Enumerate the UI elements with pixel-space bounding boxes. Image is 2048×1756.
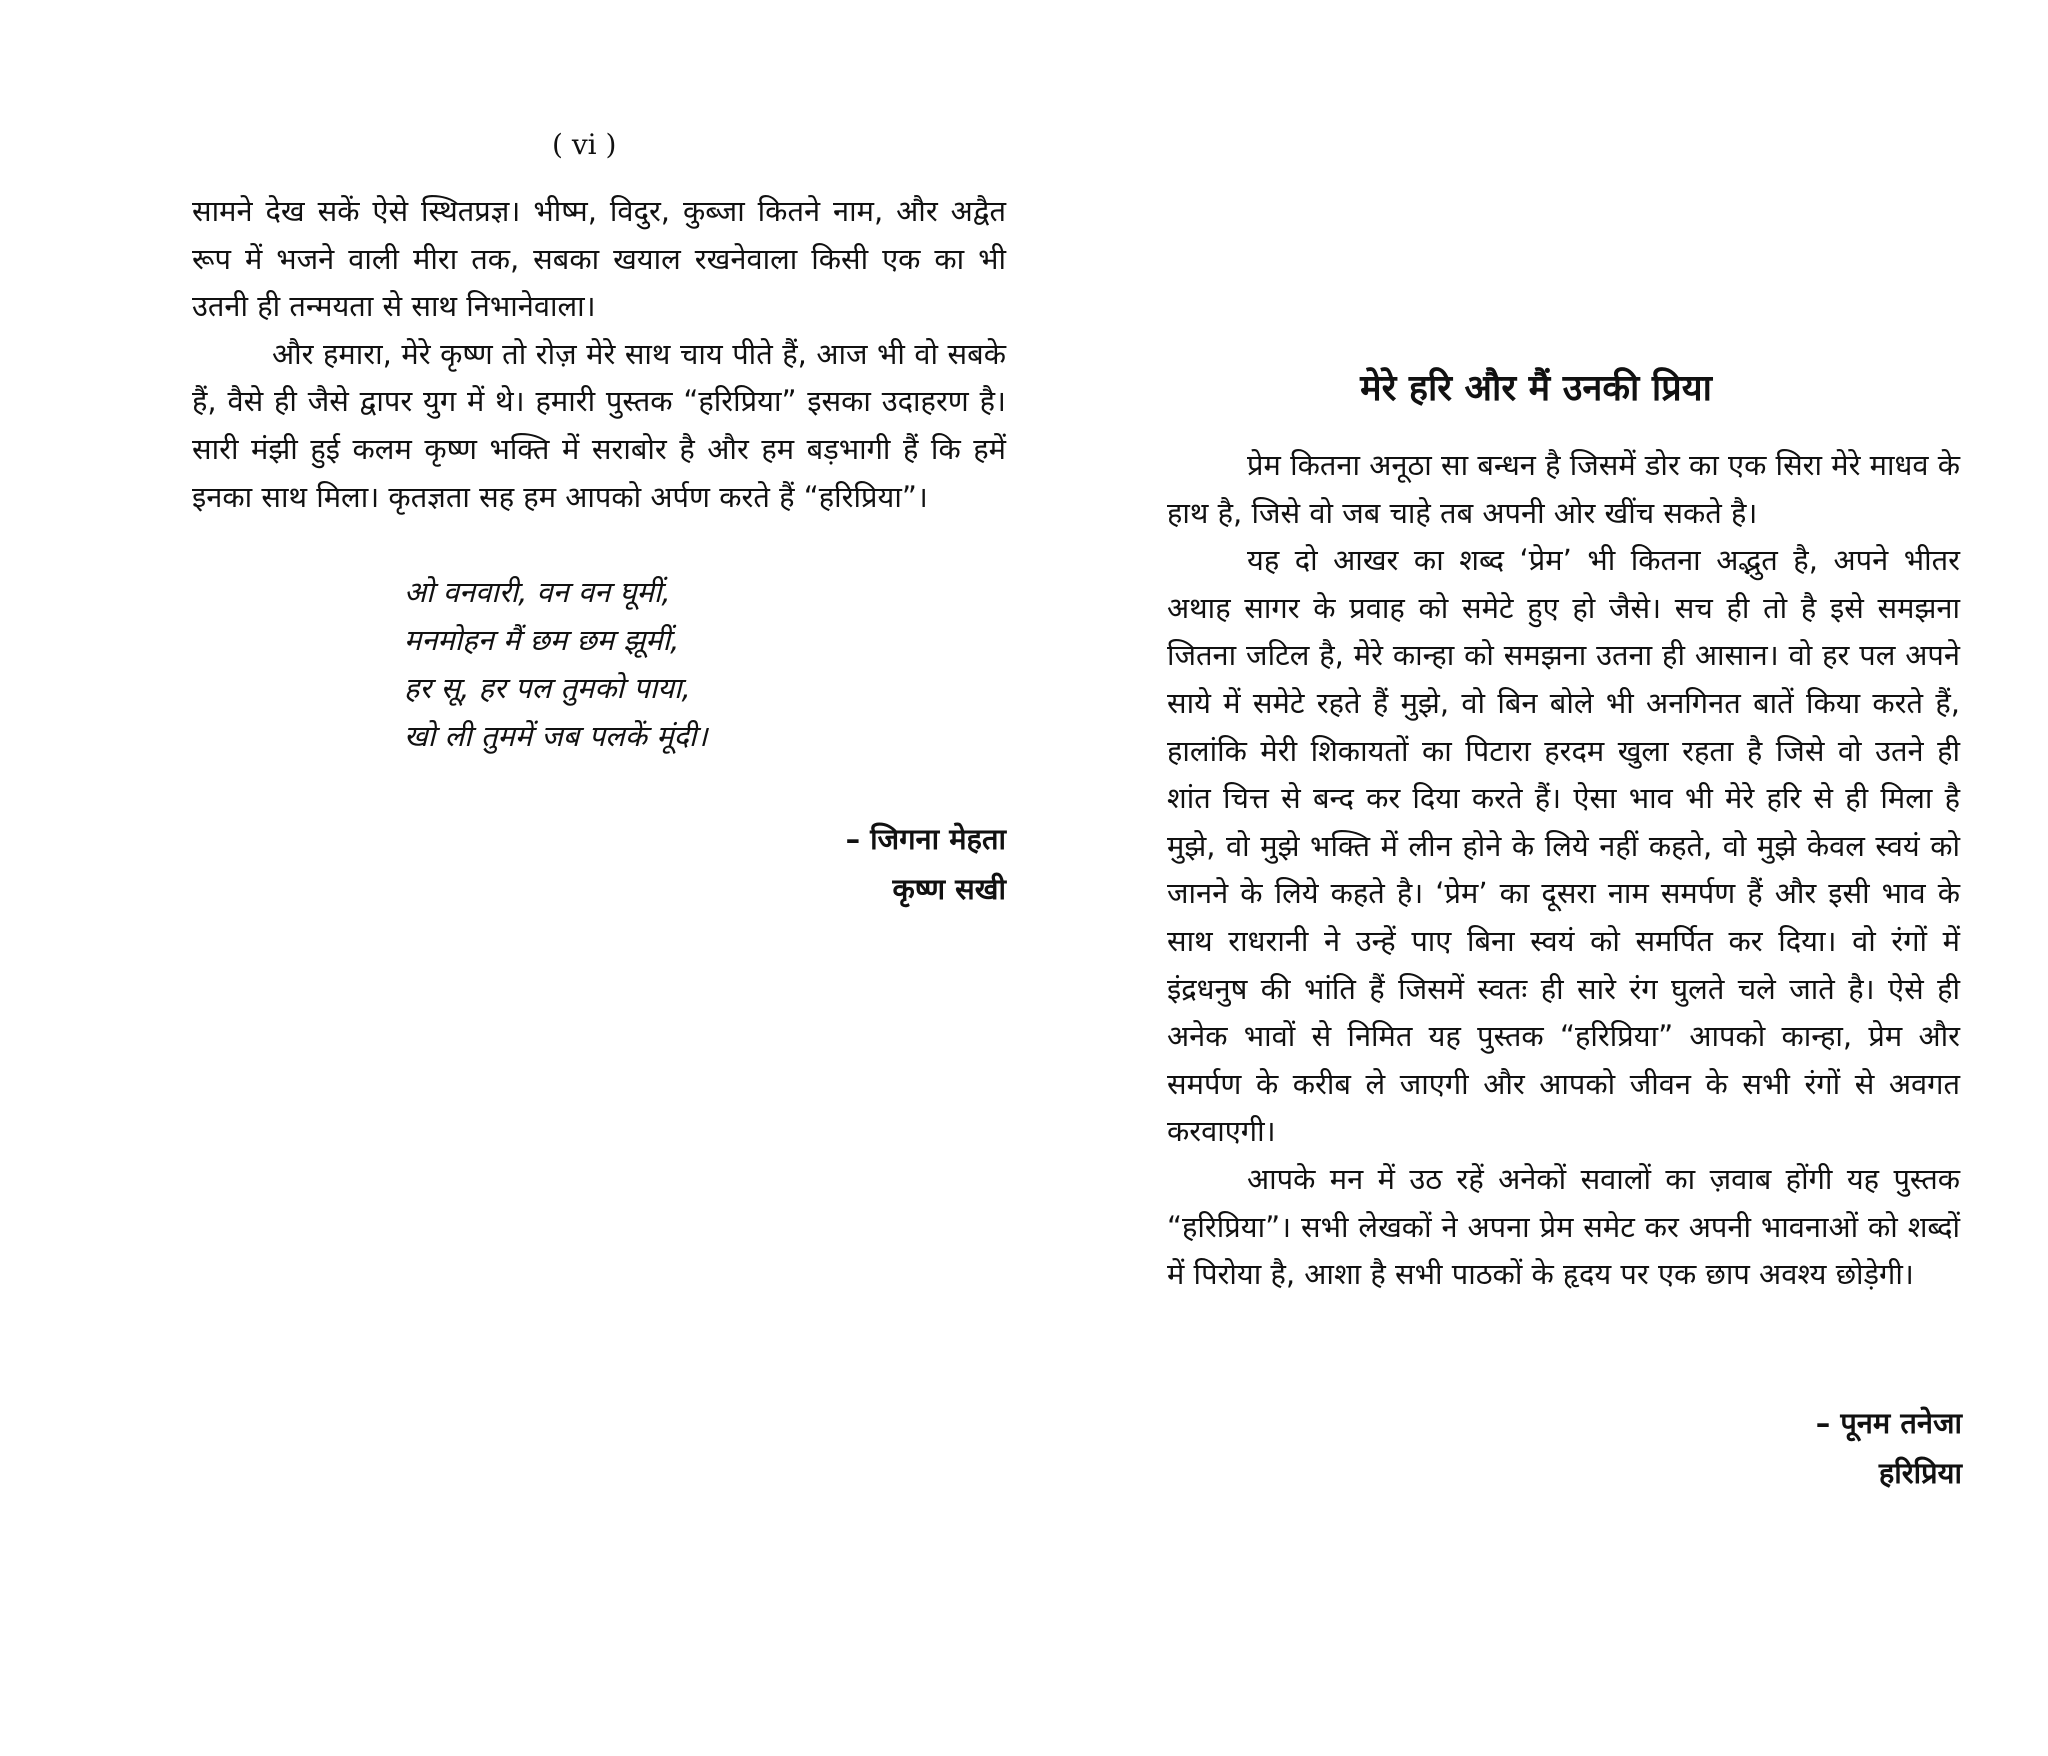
signature-title: हरिप्रिया [1878, 1456, 1962, 1490]
page-title: मेरे हरि और मैं उनकी प्रिया [1360, 368, 1712, 409]
paragraph: सामने देख सकें ऐसे स्थितप्रज्ञ। भीष्म, विदुर, कुब्जा कितने नाम, और अद्वैत रूप में भजने वाली मीरा तक, सबका खयाल रखनेवाला किसी एक का भी उतनी ही तन्मयता से साथ निभानेवाला। [192, 194, 1006, 324]
left-body-text [192, 188, 1006, 521]
paragraph: आपके मन में उठ रहें अनेकों सवालों का ज़वाब होंगी यह पुस्तक “हरिप्रिया”। सभी लेखकों ने अपना प्रेम समेट कर अपनी भावनाओं को शब्दों में पिरोया है, आशा है सभी पाठकों के हृदय पर एक छाप अवश्य छोड़ेगी। [1167, 1161, 1960, 1292]
signature [1816, 1398, 1962, 1498]
poem-line: ओ वनवारी, वन वन घूमीं, [404, 575, 671, 609]
signature-name: – जिगना मेहता [845, 822, 1006, 856]
signature-title: कृष्ण सखी [892, 872, 1006, 906]
poem-line: मनमोहन मैं छम छम झूमीं, [404, 623, 680, 657]
poem-line: खो ली तुममें जब पलकें मूंदी। [404, 719, 708, 753]
right-body-text [1167, 442, 1960, 1299]
right-page [1024, 0, 2048, 1756]
signature-name: – पूनम तनेजा [1815, 1406, 1962, 1440]
signature [846, 814, 1006, 914]
poem [404, 568, 824, 760]
paragraph: प्रेम कितना अनूठा सा बन्धन है जिसमें डोर का एक सिरा मेरे माधव के हाथ है, जिसे वो जब चाहे तब अपनी ओर खींच सकते है। [1167, 448, 1960, 530]
poem-line: हर सू, हर पल तुमको पाया, [404, 671, 691, 705]
paragraph: यह दो आखर का शब्द ‘प्रेम’ भी कितना अद्भुत है, अपने भीतर अथाह सागर के प्रवाह को समेटे हुए हो जैसे। सच ही तो है इसे समझना जितना जटिल है, मेरे कान्हा को समझना उतना ही आसान। वो हर पल अपने साये में समेटे रहते हैं मुझे, वो बिन बोले भी अनगिनत बातें किया करते हैं, हालांकि मेरी शिकायतों का पिटारा हरदम खुला रहता है जिसे वो उतने ही शांत चित्त से बन्द कर दिया करते हैं। ऐसा भाव भी मेरे हरि से ही मिला है मुझे, वो मुझे भक्ति में लीन होने के लिये नहीं कहते, वो मुझे केवल स्वयं को जानने के लिये कहते है। ‘प्रेम’ का दूसरा नाम समर्पण हैं और इसी भाव के साथ राधरानी ने उन्हें पाए बिना स्वयं को समर्पित कर दिया। वो रंगों में इंद्रधनुष की भांति हैं जिसमें स्वतः ही सारे रंग घुलते चले जाते है। ऐसे ही अनेक भावों से निमित यह पुस्तक “हरिप्रिया” आपको कान्हा, प्रेम और समर्पण के करीब ले जाएगी और आपको जीवन के सभी रंगों से अवगत करवाएगी। [1167, 543, 1960, 1149]
page-number: ( vi ) [552, 128, 617, 161]
paragraph: और हमारा, मेरे कृष्ण तो रोज़ मेरे साथ चाय पीते हैं, आज भी वो सबके हैं, वैसे ही जैसे द्वापर युग में थे। हमारी पुस्तक “हरिप्रिया” इसका उदाहरण है। सारी मंझी हुई कलम कृष्ण भक्ति में सराबोर है और हम बड़भागी हैं कि हमें इनका साथ मिला। कृतज्ञता सह हम आपको अर्पण करते हैं “हरिप्रिया”। [192, 336, 1006, 514]
